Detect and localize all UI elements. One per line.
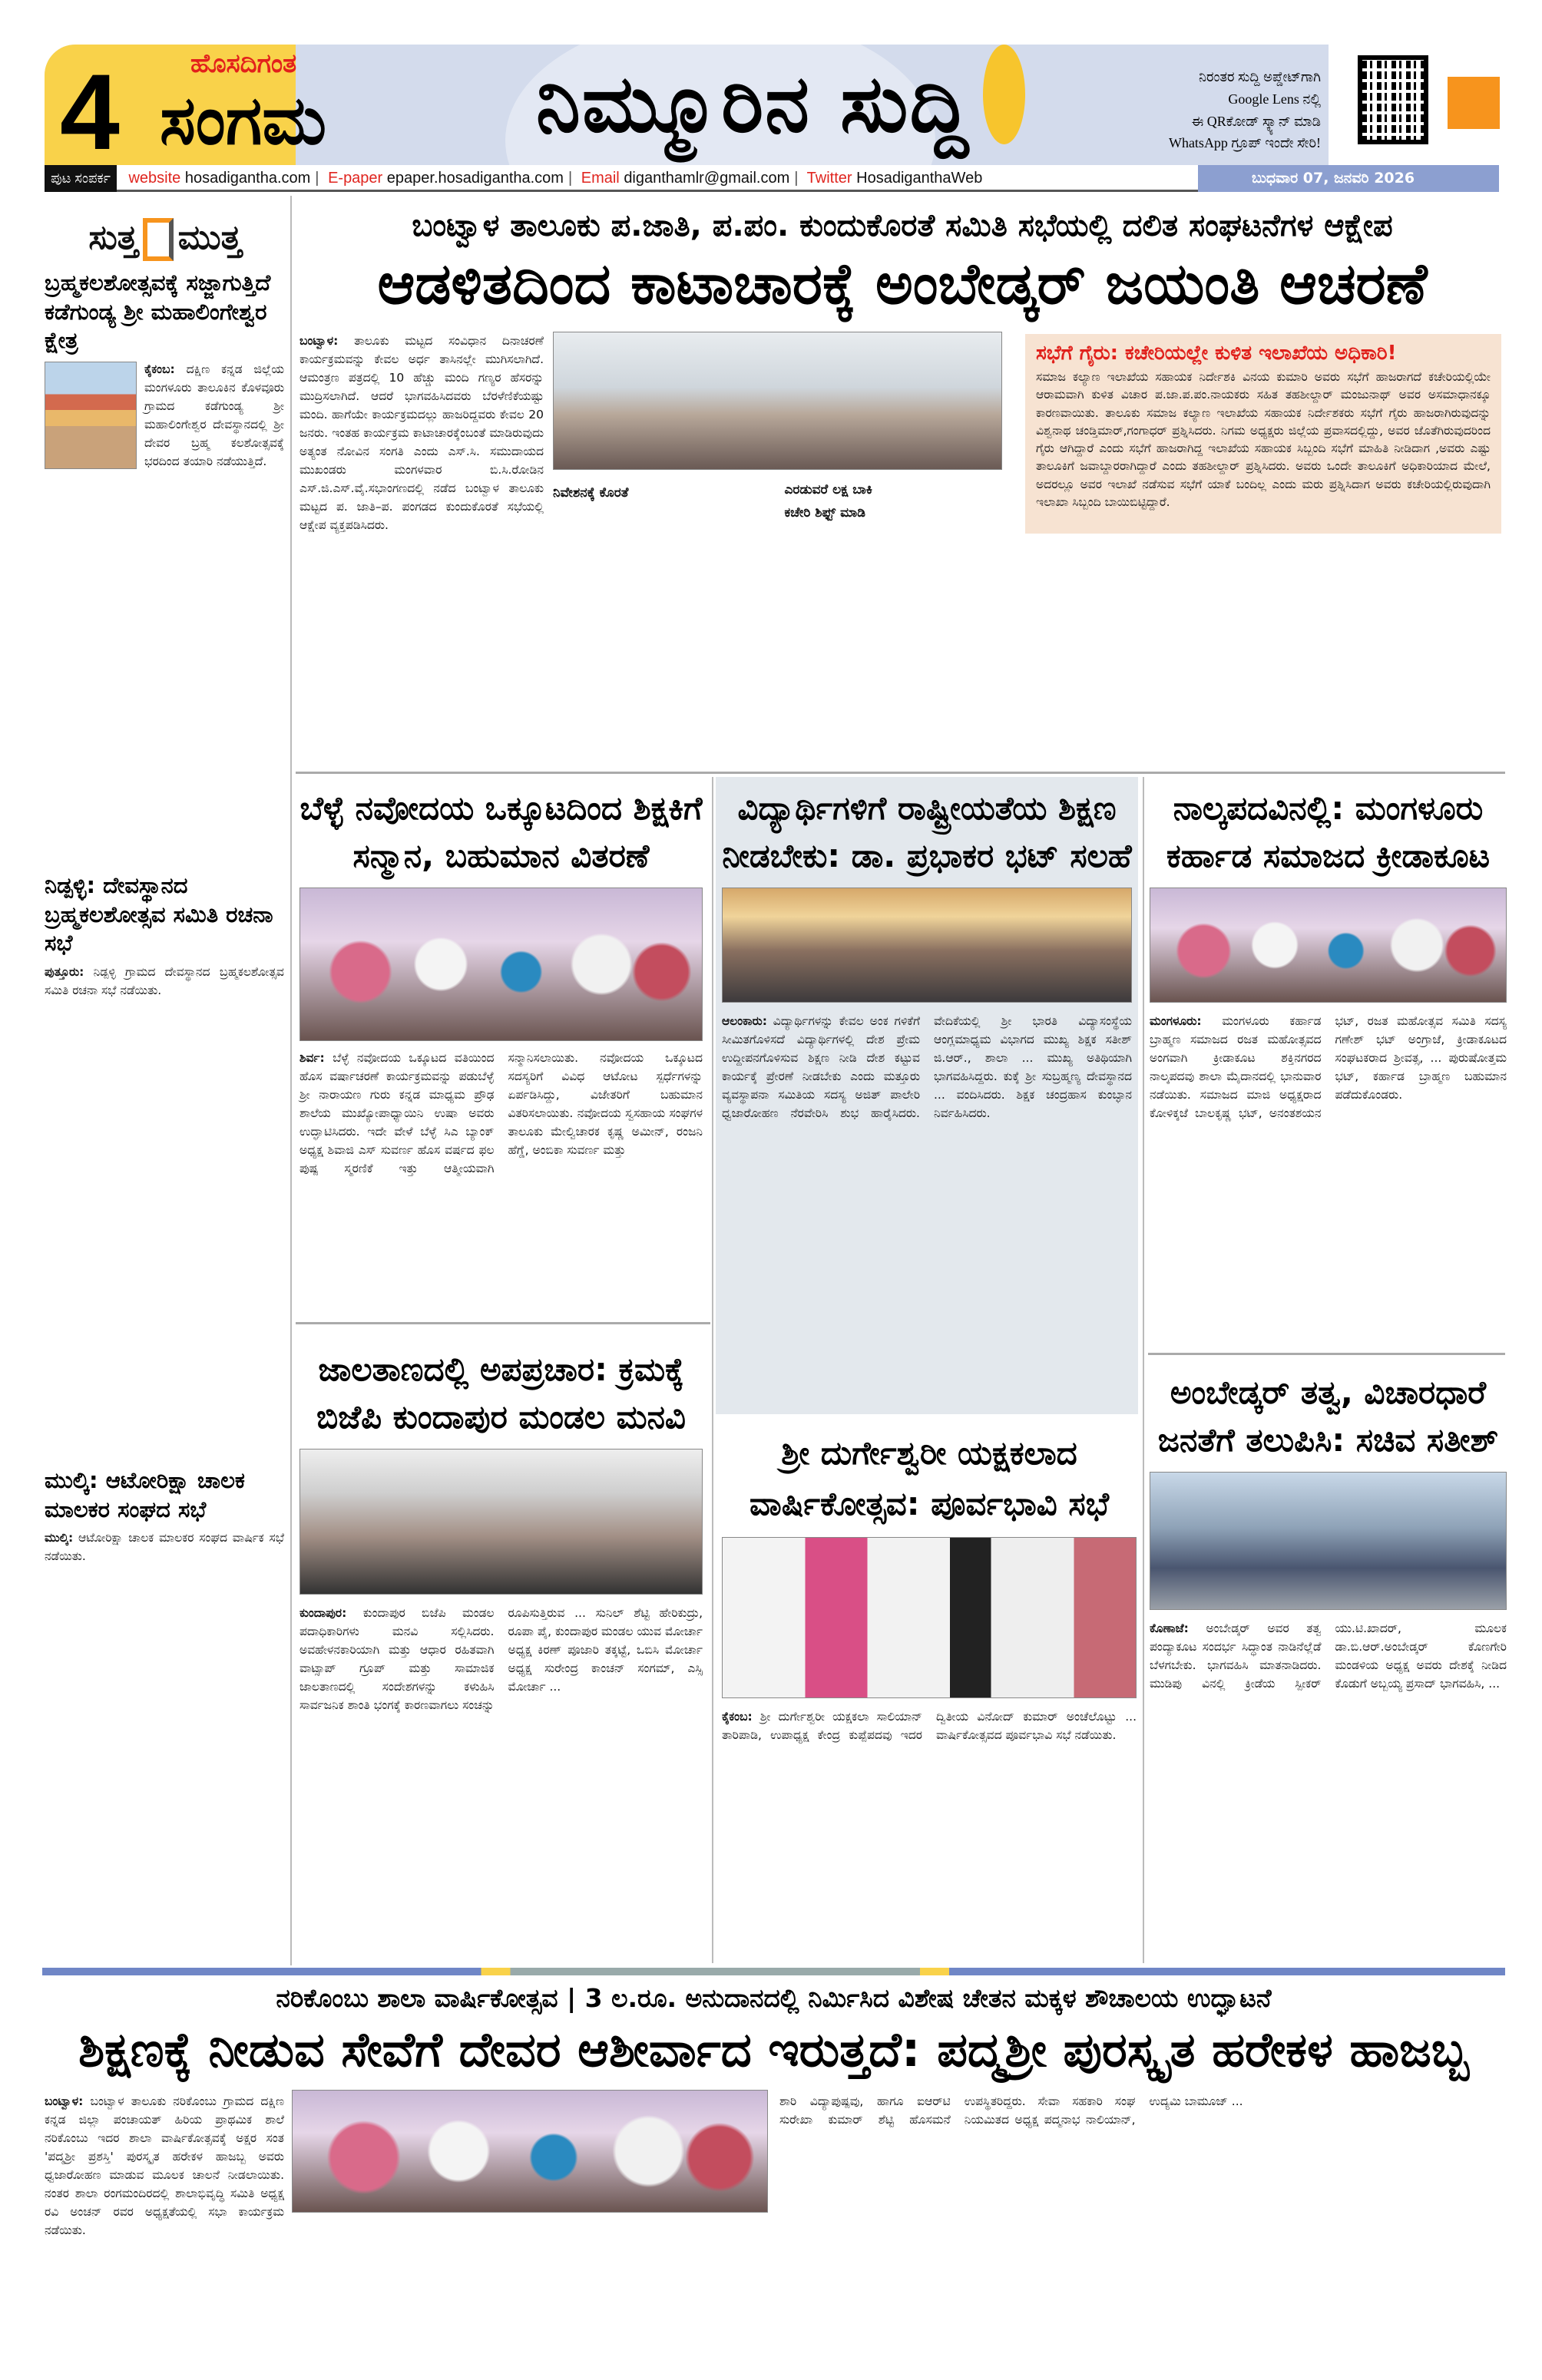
story-body: ತಾಲೂಕು ಮಟ್ಟದ ಸಂವಿಧಾನ ದಿನಾಚರಣೆ ಕಾರ್ಯಕ್ರಮವನ್ನು ಕೇವಲ ಅರ್ಧ ತಾಸಿನಲ್ಲೇ ಮುಗಿಸಲಾಗಿದೆ. ಆಮಂತ್ರಣ ಪತ್ರದಲ್ಲಿ 10 ಹೆಚ್ಚು ಮಂದಿ ಗಣ್ಯರ ಹೆಸರನ್ನು ಮುದ್ರಿಸಲಾಗಿದೆ. ಆದರೆ ಭಾಗವಹಿಸಿದವರು ಬೆರಳೆಣಿಕೆಯಷ್ಟು ಮಂದಿ. ಹಾಗೆಯೇ ಕಾರ್ಯಕ್ರಮದಲ್ಲು ಹಾಜರಿದ್ದವರು ಕೇವಲ 20 ಜನರು. ಇಂತಹ ಕಾರ್ಯಕ್ರಮ ಕಾಟಾಚಾರಕ್ಕೆಂಬಂತೆ ಮಾಡಿರುವುದು ಅತ್ಯಂತ ನೋವಿನ ಸಂಗತಿ ಎಂದು ಎಸ್.ಸಿ. ಸಮುದಾಯದ ಮುಖಂಡರು ಮಂಗಳವಾರ ಬಿ.ಸಿ.ರೋಡಿನ ಎಸ್.ಜಿ.ಎಸ್.ವೈ.ಸಭಾಂಗಣದಲ್ಲಿ ನಡೆದ ಬಂಟ್ವಾಳ ತಾಲೂಕು ಮಟ್ಟದ ಪ. ಜಾತಿ–ಪ. ಪಂಗಡದ ಕುಂದುಕೊರತೆ ಸಭೆಯಲ್ಲಿ ಆಕ್ಷೇಪ ವ್ಯಕ್ತಪಡಿಸಿದರು. [299,334,544,533]
qr-line: WhatsApp ಗ್ರೂಪ್ ಇಂದೇ ಸೇರಿ! [1168,135,1321,151]
link-label: E-paper [328,170,383,187]
dateline: ಬಂಟ್ವಾಳ: [299,334,339,348]
decorative-sun [983,45,1025,144]
dateline: ಮಂಗಳೂರು: [1150,1014,1202,1028]
column-divider [1143,777,1144,1963]
row-divider [296,1322,710,1324]
section-title: ಸಂಗಮ [160,81,327,160]
dateline: ಆಲಂಕಾರು: [722,1014,767,1028]
link-label: Email [581,170,620,187]
story-body: ಅಂಬೇಡ್ಕರ್ ಅವರ ತತ್ವ ಪಂದ್ಯಾಕೂಟ ಸಂದರ್ಭ ಸಿದ್ಧಾಂತ ನಾಡಿನೆಲ್ಲೆಡೆ ಬೆಳಗಬೇಕು. ಭಾಗವಹಿಸಿ ಮಾತನಾಡಿದರು. ಮುಡಿಪು ವಿನಲ್ಲಿ ಕ್ರೀಡೆಯ ಸ್ಪೀಕರ್ ಯು.ಟಿ.ಖಾದರ್, ಮೂಲಕ ಡಾ.ಬಿ.ಆರ್.ಅಂಬೇಡ್ಕರ್ ಕೊಣಗೇರಿ ಮಂಡಳಿಯ ಅಧ್ಯಕ್ಷ ಅವರು ದೇಶಕ್ಕೆ ನೀಡಿದ ಕೊಡುಗೆ ಅಬ್ಬಯ್ಯ ಪ್ರಸಾದ್ ಭಾಗವಹಿಸಿ, ... [1150,1621,1507,1691]
website-link[interactable]: hosadigantha.com [184,170,311,187]
story-durgeshwari [722,1420,1137,1962]
email-link[interactable]: diganthamlr@gmail.com [624,170,790,187]
sutta-mutta-logo [54,211,276,265]
story-headline: ಅಂಬೇಡ್ಕರ್ ತತ್ವ, ವಿಚಾರಧಾರೆ ಜನತೆಗೆ ತಲುಪಿಸಿ: ಸಚಿವ ಸತೀಶ್ [1157,1373,1499,1459]
dateline: ಕೈಕಂಬ: [722,1710,753,1724]
story-jalatana [299,1340,703,1962]
lead-body-continued [553,480,1002,764]
logo-right: ಮುತ್ತ [177,218,242,257]
temple-photo [45,362,137,469]
page-title: ನಿಮ್ಮೂರಿನ ಸುದ್ದಿ [536,57,971,150]
box-title: ಸಭೆಗೆ ಗೈರು: ಕಚೇರಿಯಲ್ಲೇ ಕುಳಿತ ಇಲಾಖೆಯ ಅಧಿಕಾರಿ! [1036,342,1397,365]
story-headline: ಜಾಲತಾಣದಲ್ಲಿ ಅಪಪ್ರಚಾರ: ಕ್ರಮಕ್ಕೆ ಬಿಜೆಪಿ ಕುಂದಾಪುರ ಮಂಡಲ ಮನವಿ [316,1350,687,1436]
bottom-body [45,2092,284,2240]
story-body: ನಿಡ್ಪಳ್ಳಿ ಗ್ರಾಮದ ದೇವಸ್ಥಾನದ ಬ್ರಹ್ಮಕಲಶೋತ್ಸವ ಸಮಿತಿ ರಚನಾ ಸಭೆ ನಡೆಯಿತು. [45,965,284,998]
lead-body [299,332,544,534]
story-body: ಶ್ರೀ ದುರ್ಗೇಶ್ವರೀ ಯಕ್ಷಕಲಾ ಸಾಲಿಯಾನ್ ತಾರಿಪಾಡಿ, ಉಪಾಧ್ಯಕ್ಷ ಕೇಂದ್ರ ಕುಪ್ಪೆಪದವು ಇದರ ದ್ವಿತೀಯ ವಿನೋದ್ ಕುಮಾರ್ ಅಂಚೆಲೊಟ್ಟು ... ವಾರ್ಷಿಕೋತ್ಸವದ ಪೂರ್ವಭಾವಿ ಸಭೆ ನಡೆಯಿತು. [722,1710,1137,1743]
sidebar-story [45,1466,284,1565]
story-belle [299,777,703,1318]
column-divider [290,196,292,1965]
lead-kicker: ಬಂಟ್ವಾಳ ತಾಲೂಕು ಪ.ಜಾತಿ, ಪ.ಪಂ. ಕುಂದುಕೊರತೆ ಸಮಿತಿ ಸಭೆಯಲ್ಲಿ ದಲಿತ ಸಂಘಟನೆಗಳ ಆಕ್ಷೇಪ [412,208,1393,243]
page-number: 4 [60,51,120,165]
story-body: ದಕ್ಷಿಣ ಕನ್ನಡ ಜಿಲ್ಲೆಯ ಮಂಗಳೂರು ತಾಲೂಕಿನ ಕೊಳವೂರು ಗ್ರಾಮದ ಕಡೆಗುಂಡ್ಯ ಶ್ರೀ ಮಹಾಲಿಂಗೇಶ್ವರ ದೇವಸ್ಥಾನದಲ್ಲಿ ಶ್ರೀ ದೇವರ ಬ್ರಹ್ಮ ಕಲಶೋತ್ಸವಕ್ಕೆ ಭರದಿಂದ ತಯಾರಿ ನಡೆಯುತ್ತಿದೆ. [144,362,284,469]
sidebar-box [1025,334,1501,534]
story-photo [1150,1472,1507,1610]
subhead: ನಿವೇಶನಕ್ಕೆ ಕೊರತೆ [553,485,629,501]
masthead-banner [45,45,1198,165]
story-body: ವಿದ್ಯಾರ್ಥಿಗಳನ್ನು ಕೇವಲ ಅಂಕ ಗಳಿಕೆಗೆ ಸೀಮಿತಗೊಳಿಸದೆ ವಿದ್ಯಾರ್ಥಿಗಳಲ್ಲಿ ದೇಶ ಪ್ರೇಮ ಉದ್ದೀಪನಗೊಳಿಸುವ ಶಿಕ್ಷಣ ನೀಡಿ ದೇಶ ಕಟ್ಟುವ ಕಾರ್ಯಕ್ಕೆ ಪ್ರೇರಣೆ ನೀಡಬೇಕು ಎಂದು ಮತ್ತೂರು ವ್ಯವಸ್ಥಾಪನಾ ಸಮಿತಿಯ ಸದಸ್ಯ ಅಜಿತ್ ಪಾಲೇರಿ ಧ್ವಜಾರೋಹಣ ನೆರವೇರಿಸಿ ಶುಭ ಹಾರೈಸಿದರು. ವೇದಿಕೆಯಲ್ಲಿ ಶ್ರೀ ಭಾರತಿ ವಿದ್ಯಾಸಂಸ್ಥೆಯ ಆಂಗ್ಲಮಾಧ್ಯಮ ವಿಭಾಗದ ಮುಖ್ಯ ಶಿಕ್ಷಕ ಸತೀಶ್ ಜಿ.ಆರ್., ಶಾಲಾ ... ಮುಖ್ಯ ಅತಿಥಿಯಾಗಿ ಭಾಗವಹಿಸಿದ್ದರು. ಕುಕ್ಕೆ ಶ್ರೀ ಸುಬ್ರಹ್ಮಣ್ಯ ದೇವಸ್ಥಾನದ ... ವಂದಿಸಿದರು. ಶಿಕ್ಷಕ ಚಂದ್ರಹಾಸ ಕುಂಬ್ಳಾನ ನಿರ್ವಹಿಸಿದರು. [722,1014,1132,1121]
qr-instructions [1060,66,1321,154]
bottom-headline: ಶಿಕ್ಷಣಕ್ಕೆ ನೀಡುವ ಸೇವೆಗೆ ದೇವರ ಆಶೀರ್ವಾದ ಇರುತ್ತದೆ: ಪದ್ಮಶ್ರೀ ಪುರಸ್ಕೃತ ಹರೇಕಳ ಹಾಜಬ್ಬ [78,2021,1469,2078]
qr-line: ನಿರಂತರ ಸುದ್ದಿ ಅಪ್ಡೇಟ್‌ಗಾಗಿ [1198,69,1321,84]
qr-line: ಈ QRಕೋಡ್ ಸ್ಕ್ಯಾನ್ ಮಾಡಿ [1191,113,1321,129]
story-headline: ಬೆಳ್ಳೆ ನವೋದಯ ಒಕ್ಕೂಟದಿಂದ ಶಿಕ್ಷಕಿಗೆ ಸನ್ಮಾನ, ಬಹುಮಾನ ವಿತರಣೆ [299,789,703,874]
story-photo [1150,888,1507,1003]
link-label: Twitter [806,170,852,187]
dateline: ಮುಲ್ಕಿ: [45,1531,74,1545]
decorative-orange-block [1448,77,1500,129]
story-photo [722,888,1132,1003]
twitter-link[interactable]: HosadiganthaWeb [856,170,983,187]
issue-date: ಬುಧವಾರ 07, ಜನವರಿ 2026 [1198,165,1499,192]
story-body: ಬಂಟ್ವಾಳ ತಾಲೂಕು ನರಿಕೊಂಬು ಗ್ರಾಮದ ದಕ್ಷಿಣ ಕನ್ನಡ ಜಿಲ್ಲಾ ಪಂಚಾಯತ್ ಹಿರಿಯ ಪ್ರಾಥಮಿಕ ಶಾಲೆ ನರಿಕೊಂಬು ಇದರ ಶಾಲಾ ವಾರ್ಷಿಕೋತ್ಸವಕ್ಕೆ ಅಕ್ಷರ ಸಂತ 'ಪದ್ಮಶ್ರೀ ಪ್ರಶಸ್ತಿ' ಪುರಸ್ಕೃತ ಹರೇಕಳ ಹಾಜಬ್ಬ ಅವರು ಧ್ವಜಾರೋಹಣ ಮಾಡುವ ಮೂಲಕ ಚಾಲನೆ ನೀಡಲಾಯಿತು. ನಂತರ ಶಾಲಾ ರಂಗಮಂದಿರದಲ್ಲಿ ಶಾಲಾಭಿವೃದ್ಧಿ ಸಮಿತಿ ಅಧ್ಯಕ್ಷ ರವಿ ಅಂಚನ್ ರವರ ಅಧ್ಯಕ್ಷತೆಯಲ್ಲಿ ಸಭಾ ಕಾರ್ಯಕ್ರಮ ನಡೆಯಿತು. [45,2094,284,2238]
story-headline: ವಿದ್ಯಾರ್ಥಿಗಳಿಗೆ ರಾಷ್ಟ್ರೀಯತೆಯ ಶಿಕ್ಷಣ ನೀಡಬೇಕು: ಡಾ. ಪ್ರಭಾಕರ ಭಟ್ ಸಲಹೆ [722,789,1132,874]
subhead: ಎರಡುವರೆ ಲಕ್ಷ ಬಾಕಿ [784,482,872,497]
story-headline: ನಿಡ್ಪಳ್ಳಿ: ದೇವಸ್ಥಾನದ ಬ್ರಹ್ಮಕಲಶೋತ್ಸವ ಸಮಿತಿ ರಚನಾ ಸಭೆ [45,872,273,957]
story-body: ಕುಂದಾಪುರ ಬಿಜೆಪಿ ಮಂಡಲ ಪದಾಧಿಕಾರಿಗಳು ಮನವಿ ಸಲ್ಲಿಸಿದರು. ಅವಹೇಳನಕಾರಿಯಾಗಿ ಮತ್ತು ಆಧಾರ ರಹಿತವಾಗಿ ವಾಟ್ಸಾಪ್ ಗ್ರೂಪ್ ಮತ್ತು ಸಾಮಾಜಿಕ ಜಾಲತಾಣದಲ್ಲಿ ಸಂದೇಶಗಳನ್ನು ಕಳುಹಿಸಿ ಸಾರ್ವಜನಿಕ ಶಾಂತಿ ಭಂಗಕ್ಕೆ ಕಾರಣವಾಗಲು ಸಂಚನ್ನು ರೂಪಿಸುತ್ತಿರುವ ... ಸುನಿಲ್ ಶೆಟ್ಟಿ ಹೇರಿಕುದ್ರು, ರೂಪಾ ಪೈ, ಕುಂದಾಪುರ ಮಂಡಲ ಯುವ ಮೋರ್ಚಾ ಅಧ್ಯಕ್ಷ ಕಿರಣ್ ಪೂಜಾರಿ ತಕ್ಕಟ್ಟೆ, ಒಬಿಸಿ ಮೋರ್ಚಾ ಅಧ್ಯಕ್ಷ ಸುರೇಂದ್ರ ಕಾಂಚನ್ ಸಂಗಮ್, ಎಸ್ಸಿ ಮೋರ್ಚಾ ... [299,1606,703,1713]
qr-code-icon[interactable] [1358,55,1428,144]
meeting-photo [553,332,1002,470]
link-label: website [128,170,181,187]
story-ambedkar [1150,1363,1507,1962]
subhead: ಕಚೇರಿ ಶಿಫ್ಟ್ ಮಾಡಿ [784,505,865,521]
dateline: ಬಂಟ್ವಾಳ: [45,2094,84,2108]
dateline: ಶಿರ್ವ: [299,1051,325,1065]
epaper-link[interactable]: epaper.hosadigantha.com [386,170,564,187]
row-divider [296,772,1505,774]
story-headline: ಶ್ರೀ ದುರ್ಗೇಶ್ವರೀ ಯಕ್ಷಕಲಾದ ವಾರ್ಷಿಕೋತ್ಸವ: ಪೂರ್ವಭಾವಿ ಸಭೆ [749,1434,1110,1522]
story-photo [722,1537,1137,1698]
box-body: ಸಮಾಜ ಕಲ್ಯಾಣ ಇಲಾಖೆಯ ಸಹಾಯಕ ನಿರ್ದೇಶಕಿ ವಿನಯ ಕುಮಾರಿ ಅವರು ಸಭೆಗೆ ಹಾಜರಾಗದೆ ಕಚೇರಿಯಲ್ಲಿಯೇ ಆರಾಮವಾಗಿ ಕುಳಿತ ವಿಚಾರ ಪ.ಜಾ.ಪ.ಪಂ.ನಾಯಕರು ಸಹಿತ ತಹಶೀಲ್ದಾರ್ ಮಂಜುನಾಥ್ ಅವರ ಅಸಮಾಧಾನಕ್ಕೂ ಕಾರಣವಾಯಿತು. ತಾಲೂಕು ಸಮಾಜ ಕಲ್ಯಾಣ ಇಲಾಖೆಯ ಸಹಾಯಕ ನಿರ್ದೇಶಕರು ಸಭೆಗೆ ಗೈರು ಹಾಜರಾಗಿರುವುದನ್ನು ವಿಶ್ವನಾಥ ಚಂಡ್ತಿಮಾರ್,ಗಂಗಾಧರ್ ಪ್ರಶ್ನಿಸಿದರು. ನಿಗಮ ಅಧ್ಯಕ್ಷರು ಜಿಲ್ಲೆಯ ಪ್ರವಾಸದಲ್ಲಿದ್ದು, ಅವರ ಜೊತೆಗಿರುವುದರಿಂದ ಗೈರು ಆಗಿದ್ದಾರೆ ಎಂದು ಸಭೆಗೆ ಹಾಜರಾಗಿದ್ದ ಇಲಾಖೆಯ ಸಹಾಯಕ ಸಿಬ್ಬಂದಿ ಸಭೆಗೆ ಮಾಹಿತಿ ನೀಡಿದಾಗ ,ಅವರು ಎಷ್ಟು ತಾಲೂಕಿಗೆ ಜವಾಬ್ದಾರರಾಗಿದ್ದಾರೆ ಎಂದು ತಹಶೀಲ್ದಾರ್ ಪ್ರಶ್ನಿಸಿದರು. ಅವರು ಒಂದೇ ತಾಲೂಕಿಗೆ ಅಧಿಕಾರಿಯಾದ ಮೇಲೆ, ಅದರಲ್ಲೂ ಅವರ ಇಲಾಖೆ ನಡೆಸುವ ಸಭೆಗೆ ಯಾಕೆ ಬಂದಿಲ್ಲ ಎಂದು ಮರು ಪ್ರಶ್ನಿಸಿದಾಗ ಅವರು ಕಚೇರಿಯಲ್ಲಿರುವುದಾಗಿ ಇಲಾಖಾ ಸಿಬ್ಬಂದಿ ಬಾಯಿಬಿಟ್ಟಿದ್ದಾರೆ. [1036,370,1491,509]
bottom-body-continued: ಶಾರಿ ವಿದ್ಯಾಪುಷ್ಪವು, ಹಾಗೂ ಐಆರ್‌ಟಿ ಸುರೇಖಾ ಕುಮಾರ್ ಶೆಟ್ಟಿ ಹೊಸಮನೆ ಉಪಸ್ಥಿತರಿದ್ದರು. ಸೇವಾ ಸಹಕಾರಿ ಸಂಘ ನಿಯಮಿತದ ಅಧ್ಯಕ್ಷ ಪದ್ಮನಾಭ ನಾಲಿಯಾನ್, ಉದ್ಯಮಿ ಬಾಮೂಜ್ ... [779,2094,1243,2127]
school-photo [292,2090,768,2213]
strip-label: ಪುಟ ಸಂಪರ್ಕ [45,165,117,192]
sidebar-story [45,871,284,1000]
column-divider [712,777,713,1963]
brand-logo: ಹೊಸದಿಗಂತ [190,48,297,79]
lead-headline: ಆಡಳಿತದಿಂದ ಕಾಟಾಚಾರಕ್ಕೆ ಅಂಬೇಡ್ಕರ್ ಜಯಂತಿ ಆಚರಣೆ [377,251,1428,317]
dateline: ಪುತ್ತೂರು: [45,965,84,980]
row-divider [1148,1353,1505,1355]
contact-strip: ಪುಟ ಸಂಪರ್ಕ website hosadigantha.com | E-paper epaper.hosadigantha.com | Email diganthamlr@gmail.com | Twitter HosadiganthaWeb [45,165,1198,192]
story-body: ಆಟೋರಿಕ್ಷಾ ಚಾಲಕ ಮಾಲಕರ ಸಂಘದ ವಾರ್ಷಿಕ ಸಭೆ ನಡೆಯಿತು. [45,1531,284,1564]
logo-left: ಸುತ್ತ [88,218,138,257]
story-vidyarthi [716,777,1138,1414]
window-icon [143,218,174,261]
dateline: ಕೊಣಾಜೆ: [1150,1621,1189,1635]
story-headline: ಬ್ರಹ್ಮಕಲಶೋತ್ಸವಕ್ಕೆ ಸಜ್ಜಾಗುತ್ತಿದೆ ಕಡೆಗುಂಡ್ಯ ಶ್ರೀ ಮಹಾಲಿಂಗೇಶ್ವರ ಕ್ಷೇತ್ರ [45,269,271,354]
story-photo [299,1449,703,1595]
story-photo [299,888,703,1041]
dateline: ಕೈಕಂಬ: [144,362,175,377]
dateline: ಕುಂದಾಪುರ: [299,1606,347,1620]
story-nalkapadavu [1150,777,1507,1318]
bottom-kicker: ನರಿಕೊಂಬು ಶಾಲಾ ವಾರ್ಷಿಕೋತ್ಸವ | 3 ಲ.ರೂ. ಅನುದಾನದಲ್ಲಿ ನಿರ್ಮಿಸಿದ ವಿಶೇಷ ಚೇತನ ಮಕ್ಕಳ ಶೌಚಾಲಯ ಉದ್ಘಾಟನೆ [276,1983,1272,2013]
story-headline: ಮುಲ್ಕಿ: ಆಟೋರಿಕ್ಷಾ ಚಾಲಕ ಮಾಲಕರ ಸಂಘದ ಸಭೆ [45,1467,245,1522]
qr-line: Google Lens ನಲ್ಲಿ [1228,91,1321,107]
story-body: ಬೆಳ್ಳೆ ನವೋದಯ ಒಕ್ಕೂಟದ ವತಿಯಿಂದ ಹೊಸ ವರ್ಷಾಚರಣೆ ಕಾರ್ಯಕ್ರಮವನ್ನು ಪಡುಬೆಳ್ಳೆ ಶ್ರೀ ನಾರಾಯಣ ಗುರು ಕನ್ನಡ ಮಾಧ್ಯಮ ಪ್ರೌಢ ಶಾಲೆಯ ಮುಖ್ಯೋಪಾಧ್ಯಾಯಿನಿ ಉಷಾ ಅವರು ಉದ್ಘಾಟಿಸಿದರು. ಇದೇ ವೇಳೆ ಬೆಳ್ಳೆ ಸಿಎ ಬ್ಯಾಂಕ್ ಅಧ್ಯಕ್ಷ ಶಿವಾಜಿ ಎಸ್ ಸುವರ್ಣ ಹೊಸ ವರ್ಷದ ಫಲ ಪುಷ್ಪ ಸ್ಮರಣಿಕೆ ಇತ್ತು ಆತ್ಮೀಯವಾಗಿ ಸನ್ಮಾನಿಸಲಾಯಿತು. ನವೋದಯ ಒಕ್ಕೂಟದ ಸದಸ್ಯರಿಗೆ ವಿವಿಧ ಆಟೋಟ ಸ್ಪರ್ಧೆಗಳನ್ನು ಏರ್ಪಡಿಸಿದ್ದು, ವಿಜೇತರಿಗೆ ಬಹುಮಾನ ವಿತರಿಸಲಾಯಿತು. ನವೋದಯ ಸ್ವಸಹಾಯ ಸಂಘಗಳ ತಾಲೂಕು ಮೇಲ್ವಿಚಾರಕ ಕೃಷ್ಣ ಅಮೀನ್, ರಂಜನಿ ಹೆಗ್ಡೆ, ಅಂಬಿಕಾ ಸುವರ್ಣ ಮತ್ತು [299,1051,703,1176]
section-stripe [42,1968,1505,1975]
sidebar-story [45,269,284,472]
story-body: ಮಂಗಳೂರು ಕರ್ಹಾಡ ಬ್ರಾಹ್ಮಣ ಸಮಾಜದ ರಜತ ಮಹೋತ್ಸವದ ಅಂಗವಾಗಿ ಕ್ರೀಡಾಕೂಟ ಶಕ್ತಿನಗರದ ನಾಲ್ಕಪದವು ಶಾಲಾ ಮೈದಾನದಲ್ಲಿ ಭಾನುವಾರ ನಡೆಯಿತು. ಸಮಾಜದ ಮಾಜಿ ಅಧ್ಯಕ್ಷರಾದ ಕೋಳಿಕ್ಕಜೆ ಬಾಲಕೃಷ್ಣ ಭಟ್, ಅನಂತಶಯನ ಭಟ್, ರಜತ ಮಹೋತ್ಸವ ಸಮಿತಿ ಸದಸ್ಯ ಗಣೇಶ್ ಭಟ್ ಅಂಗ್ರಾಜೆ, ಕ್ರೀಡಾಕೂಟದ ಸಂಘಟಕರಾದ ಶ್ರೀವತ್ಸ, ... ಪುರುಷೋತ್ತಮ ಭಟ್, ಕರ್ಹಾಡ ಬ್ರಾಹ್ಮಣ ಬಹುಮಾನ ಪಡೆದುಕೊಂಡರು. [1150,1014,1507,1121]
story-headline: ನಾಲ್ಕಪದವಿನಲ್ಲಿ: ಮಂಗಳೂರು ಕರ್ಹಾಡ ಸಮಾಜದ ಕ್ರೀಡಾಕೂಟ [1166,789,1491,874]
